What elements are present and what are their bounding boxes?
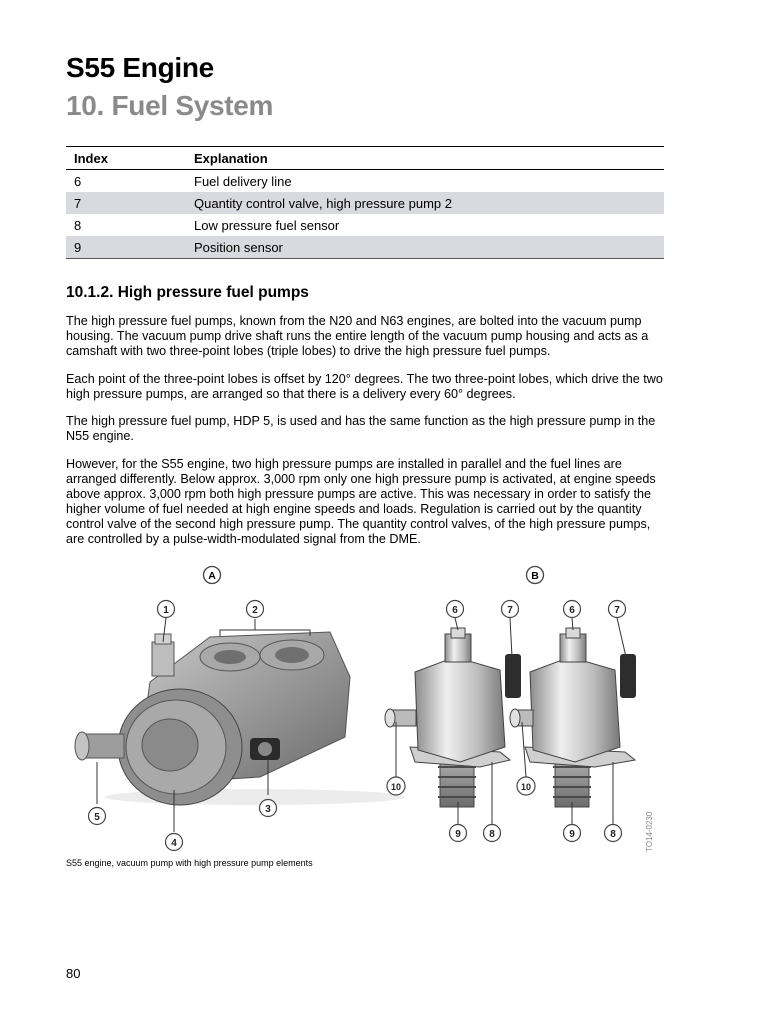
callout-6	[447, 601, 464, 618]
table-row	[66, 214, 664, 236]
callout-3	[260, 800, 277, 817]
table-cell-index: 7	[66, 192, 186, 214]
section-heading: 10.1.2. High pressure fuel pumps	[66, 284, 309, 301]
callout-1	[158, 601, 175, 618]
callout-10	[387, 777, 405, 795]
callout-6	[564, 601, 581, 618]
figure-label-a	[204, 567, 221, 584]
figure-code: TO14-0230	[645, 811, 654, 852]
svg-text:10: 10	[520, 782, 532, 792]
table-header-index: Index	[66, 147, 186, 170]
svg-text:5: 5	[94, 812, 100, 823]
table-cell-index: 8	[74, 217, 82, 233]
svg-text:4: 4	[171, 838, 177, 849]
callout-7	[609, 601, 626, 618]
callout-4	[166, 834, 183, 851]
table-row	[66, 192, 664, 214]
body-paragraph: However, for the S55 engine, two high pressure pumps are installed in parallel and the fuel lines are arranged differently. Below approx. 3,000 rpm only one high pressure pump is activated, at engine speeds above approx. 3,000 rpm both high pressure pumps are active. This was necessary in order to satisfy the higher volume of fuel needed at high engine speeds and loads. Regulation is carried out by the quantity control valve of the second high pressure pump. The quantity control valves, of the high pressure pumps, are controlled by a pulse-width-modulated signal from the DME.	[66, 457, 656, 546]
svg-text:7: 7	[614, 605, 620, 616]
table-header-row	[66, 147, 664, 170]
body-paragraph: Each point of the three-point lobes is offset by 120° degrees. The two three-point lobes, which drive the two high pressure pumps, are arranged so that there is a delivery every 60° degrees.	[66, 372, 663, 401]
table-header-explanation: Explanation	[186, 147, 664, 170]
figure-label-b	[527, 567, 544, 584]
chapter-title: 10. Fuel System	[66, 90, 274, 121]
svg-text:6: 6	[569, 605, 575, 616]
callout-8	[605, 825, 622, 842]
table-row	[66, 236, 664, 259]
svg-text:B: B	[531, 570, 539, 582]
table-row	[66, 170, 664, 193]
svg-text:A: A	[208, 570, 216, 582]
svg-text:7: 7	[507, 605, 513, 616]
callout-9	[564, 825, 581, 842]
figure-caption: S55 engine, vacuum pump with high pressure pump elements	[66, 858, 313, 868]
callout-5	[89, 808, 106, 825]
body-paragraph: The high pressure fuel pumps, known from the N20 and N63 engines, are bolted into the vacuum pump housing. The vacuum pump drive shaft runs the entire length of the vacuum pump housing and acts as a camshaft with two three-point lobes (triple lobes) to drive the high pressure fuel pumps.	[66, 314, 649, 358]
svg-text:3: 3	[265, 804, 271, 815]
body-paragraph: The high pressure fuel pump, HDP 5, is used and has the same function as the high pressure pump in the N55 engine.	[66, 414, 656, 443]
svg-text:2: 2	[252, 605, 258, 616]
page-number: 80	[66, 966, 81, 981]
table-cell-explanation: Position sensor	[186, 236, 664, 259]
callout-9	[450, 825, 467, 842]
vacuum-pump-illustration	[75, 632, 405, 805]
table-cell-index: 9	[66, 236, 186, 259]
callout-8	[484, 825, 501, 842]
table-cell-explanation: Low pressure fuel sensor	[194, 217, 340, 233]
svg-text:10: 10	[390, 782, 402, 792]
table-cell-index: 6	[74, 173, 82, 189]
page-title: S55 Engine	[66, 52, 214, 83]
callout-10	[517, 777, 535, 795]
callout-2	[247, 601, 264, 618]
svg-text:9: 9	[569, 829, 575, 840]
pump-figure	[60, 562, 670, 857]
svg-text:1: 1	[163, 605, 169, 616]
index-table	[66, 146, 664, 259]
svg-text:9: 9	[455, 829, 461, 840]
svg-text:8: 8	[610, 829, 616, 840]
hp-pumps-illustration	[385, 628, 636, 807]
svg-text:6: 6	[452, 605, 458, 616]
table-cell-explanation: Quantity control valve, high pressure pump 2	[186, 192, 664, 214]
svg-text:8: 8	[489, 829, 495, 840]
table-cell-explanation: Fuel delivery line	[194, 173, 292, 189]
callout-7	[502, 601, 519, 618]
